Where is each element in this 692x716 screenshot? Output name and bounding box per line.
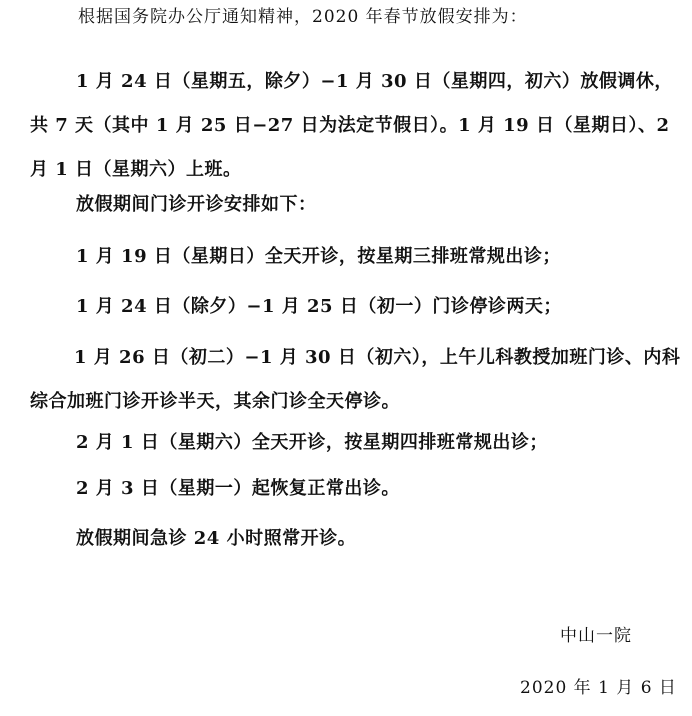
signature: 中山一院 <box>560 626 632 646</box>
schedule-item-text: 1 月 26 日（初二）−1 月 30 日（初六），上午儿科教授加班门诊、内科综合加班门诊开诊半天，其余门诊全天停诊。 <box>30 347 681 412</box>
schedule-item: 2 月 1 日（星期六）全天开诊，按星期四排班常规出诊； <box>76 432 548 453</box>
emergency-note: 放假期间急诊 24 小时照常开诊。 <box>76 528 357 549</box>
clinic-schedule-heading: 放假期间门诊开诊安排如下： <box>76 194 317 215</box>
intro-text: 根据国务院办公厅通知精神，2020 年春节放假安排为： <box>78 7 528 27</box>
schedule-item: 2 月 3 日（星期一）起恢复正常出诊。 <box>76 478 400 499</box>
schedule-item: 1 月 19 日（星期日）全天开诊，按星期三排班常规出诊； <box>76 246 561 267</box>
issue-date: 2020 年 1 月 6 日 <box>520 678 677 698</box>
holiday-paragraph-text: 1 月 24 日（星期五，除夕）−1 月 30 日（星期四，初六）放假调休，共 7 天（其中 1 月 25 日−27 日为法定节假日）。1 月 19 日（星期日）、2 月 1 日（星期六）上班。 <box>30 71 673 180</box>
schedule-item-multiline <box>30 336 690 424</box>
holiday-paragraph <box>30 60 680 192</box>
schedule-item: 1 月 24 日（除夕）−1 月 25 日（初一）门诊停诊两天； <box>76 296 562 317</box>
